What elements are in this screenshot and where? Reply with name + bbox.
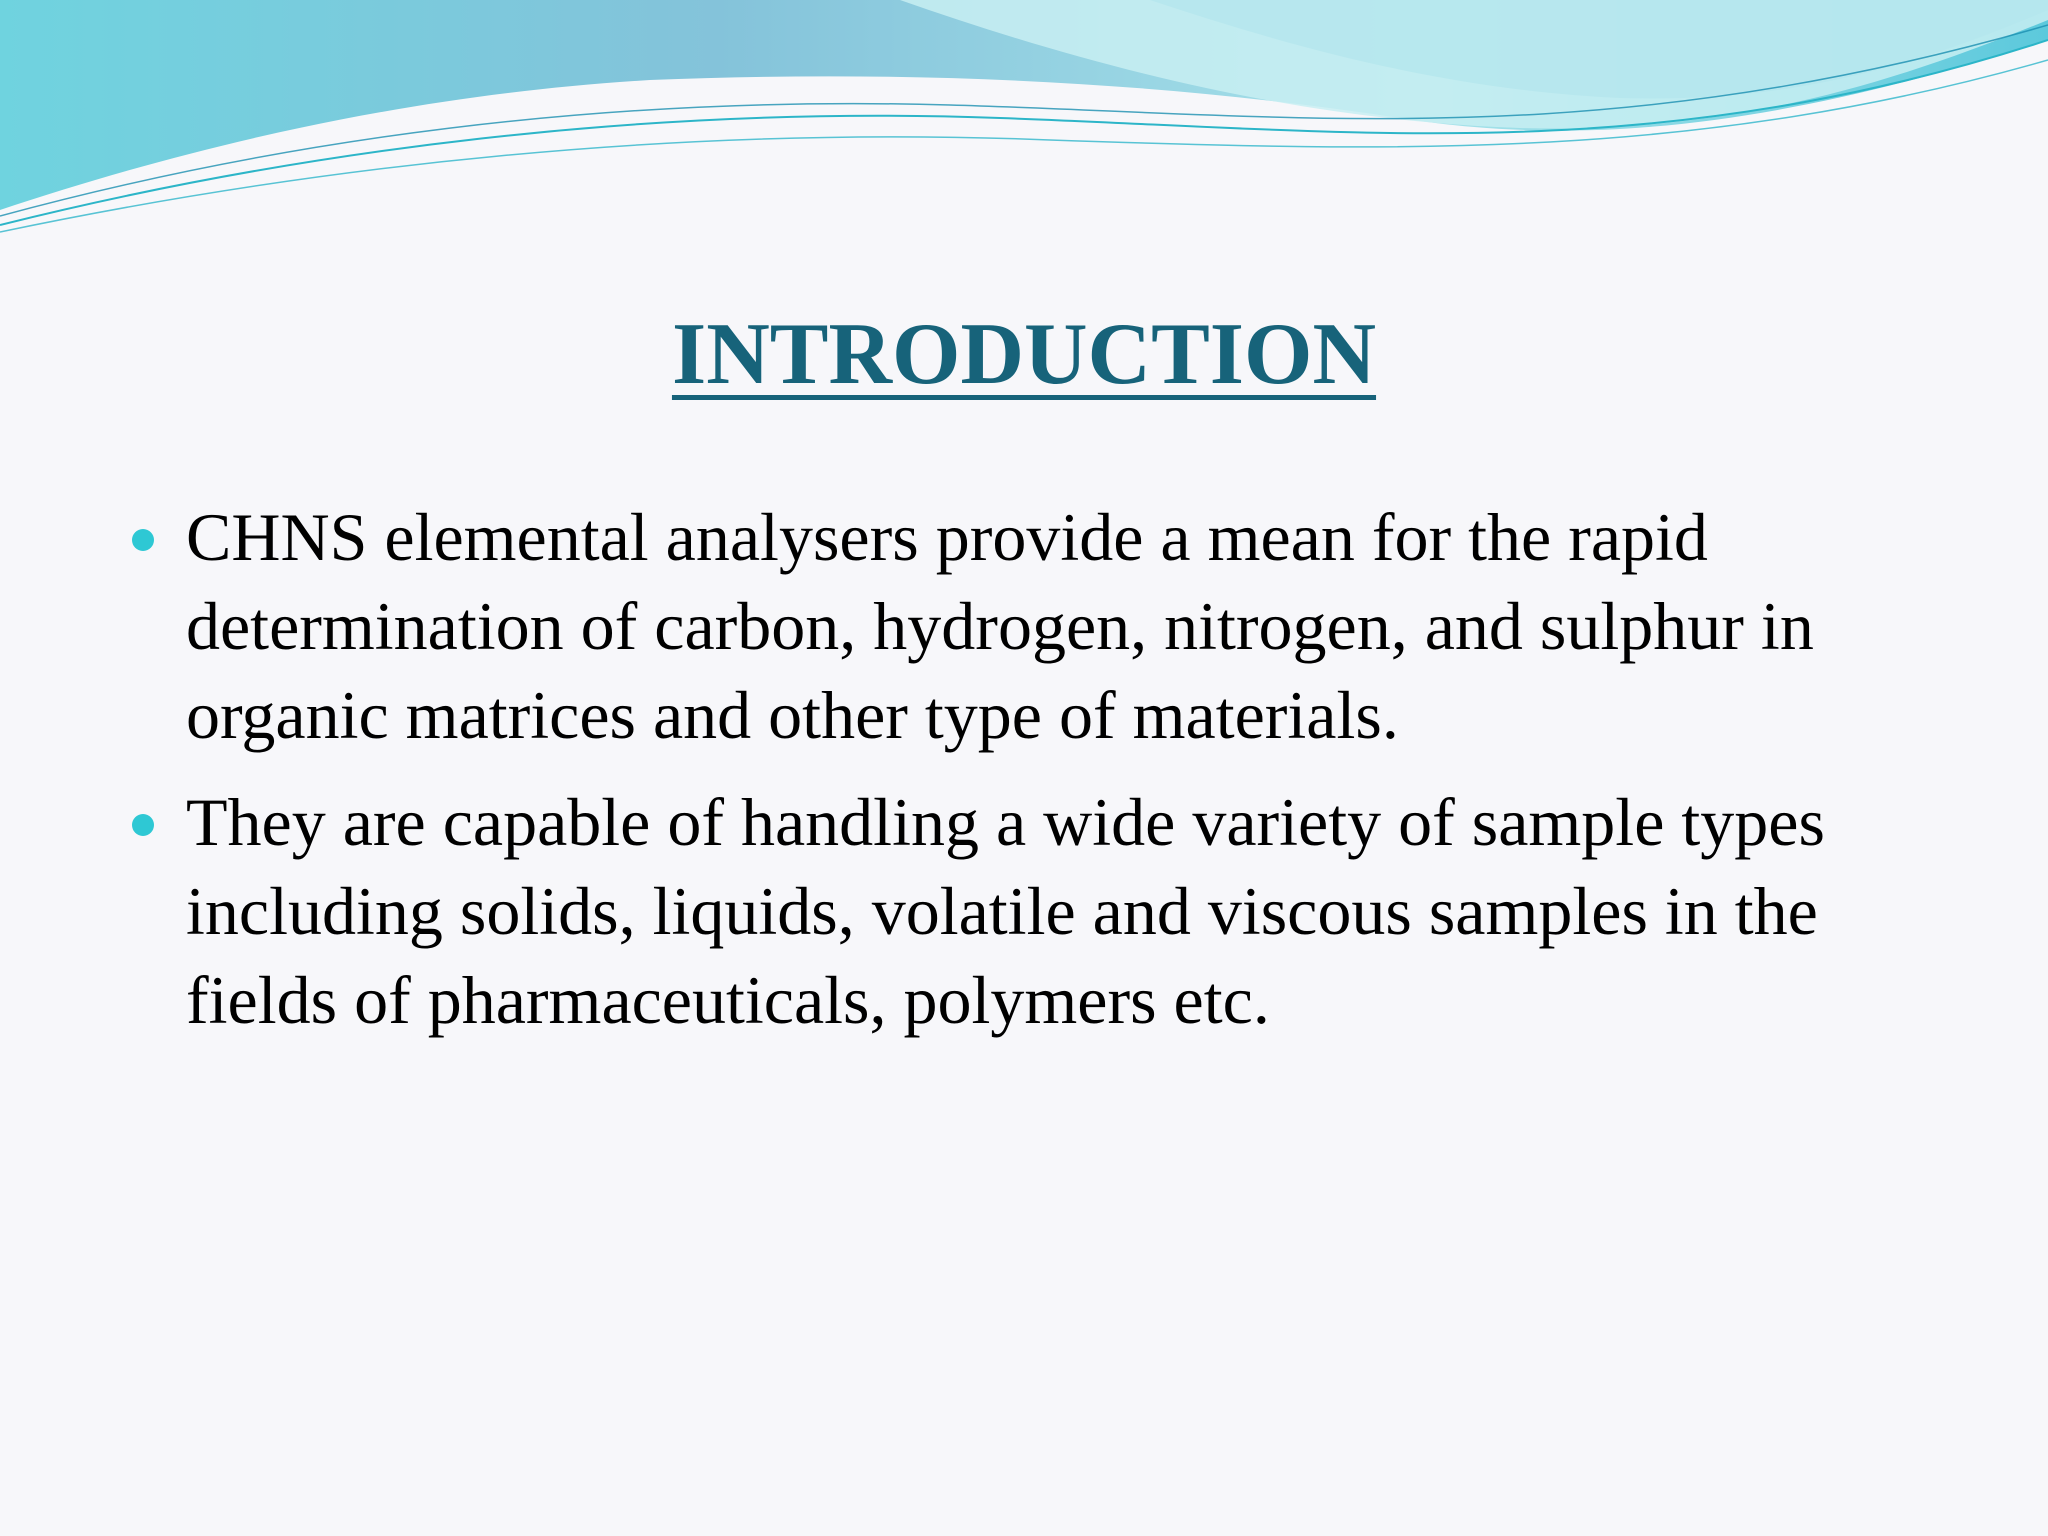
bullet-item	[126, 493, 1926, 760]
bullet-circle-icon	[132, 529, 154, 551]
bullet-circle-icon	[132, 814, 154, 836]
bullet-list	[126, 493, 1926, 1063]
wave-header-decoration	[0, 0, 2048, 240]
bullet-text: They are capable of handling a wide variety of sample types including solids, liquids, volatile and viscous samples in the fields of pharmaceuticals, polymers etc.	[186, 784, 1825, 1038]
bullet-text: CHNS elemental analysers provide a mean for the rapid determination of carbon, hydrogen, nitrogen, and sulphur in organic matrices and other type of materials.	[186, 499, 1814, 753]
slide-title: INTRODUCTION	[671, 306, 1377, 403]
bullet-item	[126, 778, 1926, 1045]
